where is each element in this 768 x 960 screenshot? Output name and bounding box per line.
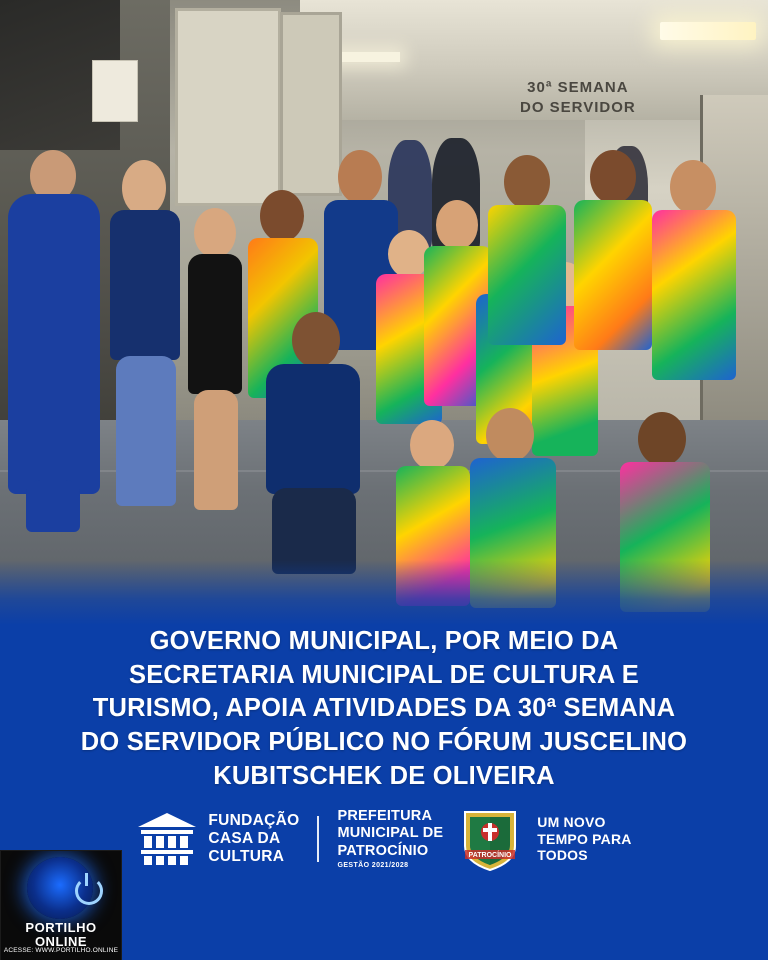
photo-person-overall [574,200,652,350]
headline-line-5: KUBITSCHEK DE OLIVEIRA [213,761,555,790]
headline-text [0,625,768,793]
portilho-online-watermark[interactable] [0,850,122,960]
building-columns-icon [136,811,198,867]
prefeitura-logo [337,808,443,871]
slogan-text [537,814,631,864]
fundacao-line-3: CULTURA [208,848,285,866]
photo-person-head [486,408,534,462]
photo-person-adult-1 [6,140,102,540]
prefeitura-line-3: PATROCÍNIO [337,842,429,859]
photo-person-head [122,160,166,216]
photo-person-adult-4 [258,312,366,582]
photo-person-head [194,208,236,258]
photo-person-head [260,190,304,242]
photo-person-body [110,210,180,360]
photo-person-legs [116,356,176,506]
photo-person-head [590,150,636,204]
headline-line-2: SECRETARIA MUNICIPAL DE CULTURA E [129,660,639,689]
fundacao-line-1: FUNDAÇÃO [208,811,300,829]
photo-person-body [8,194,100,494]
photo-wall-banner-line-2: DO SERVIDOR [520,99,636,117]
photo-person-overall [488,205,566,345]
headline-line-1: GOVERNO MUNICIPAL, POR MEIO DA [149,627,619,655]
headline-line-3: TURISMO, APOIA ATIVIDADES DA 30ª SEMANA [92,694,676,723]
watermark-access-text: ACESSE: WWW.PORTILHO.ONLINE [3,947,119,954]
photo-person-head [410,420,454,470]
photo-wall-banner-line-1: 30ª SEMANA [527,79,629,96]
slogan-line-3: TODOS [537,847,588,864]
photo-person-legs [26,480,80,532]
power-button-icon [27,857,93,919]
photo-person-head [436,200,478,250]
watermark-title-line-2: ONLINE [34,933,88,949]
fundacao-line-2: CASA DA [208,829,281,847]
photo-wall-notice [92,60,138,122]
photo-bottom-fade [0,560,768,625]
prefeitura-line-2: MUNICIPAL DE [337,825,444,842]
coat-of-arms-icon [461,806,519,872]
svg-text:PATROCÍNIO: PATROCÍNIO [468,852,512,859]
photo-person-head [338,150,382,204]
photo-person-adult-2 [104,160,186,540]
photo-person-head [638,412,686,466]
photo-person-head [670,160,716,214]
photo-bulletin-board [175,8,281,206]
prefeitura-gestao: GESTÃO 2021/2028 [337,861,409,869]
photo-person-head [292,312,340,368]
power-symbol-icon [75,877,103,905]
photo-person-overall [652,210,736,380]
slogan-logo [537,814,631,864]
fundacao-logo-text [208,812,299,867]
photo-wall-banner [520,78,636,119]
slogan-line-2: TEMPO PARA [537,830,632,847]
photo-person-child-1 [178,208,252,538]
photo-person-head [504,155,550,209]
watermark-title-line-1: PORTILHO [25,920,97,935]
logo-divider [317,816,319,862]
prefeitura-logo-text [337,808,443,871]
headline-line-4: DO SERVIDOR PÚBLICO NO FÓRUM JUSCELINO [80,727,688,756]
photo-person-body [266,364,360,494]
photo-person-body [188,254,242,394]
slogan-line-1: UM NOVO [537,813,606,830]
prefeitura-line-1: PREFEITURA [337,807,433,824]
photo-person-legs [194,390,238,510]
ceiling-light-icon [660,22,756,40]
fundacao-casa-da-cultura-logo [136,811,299,867]
watermark-title [1,921,121,948]
